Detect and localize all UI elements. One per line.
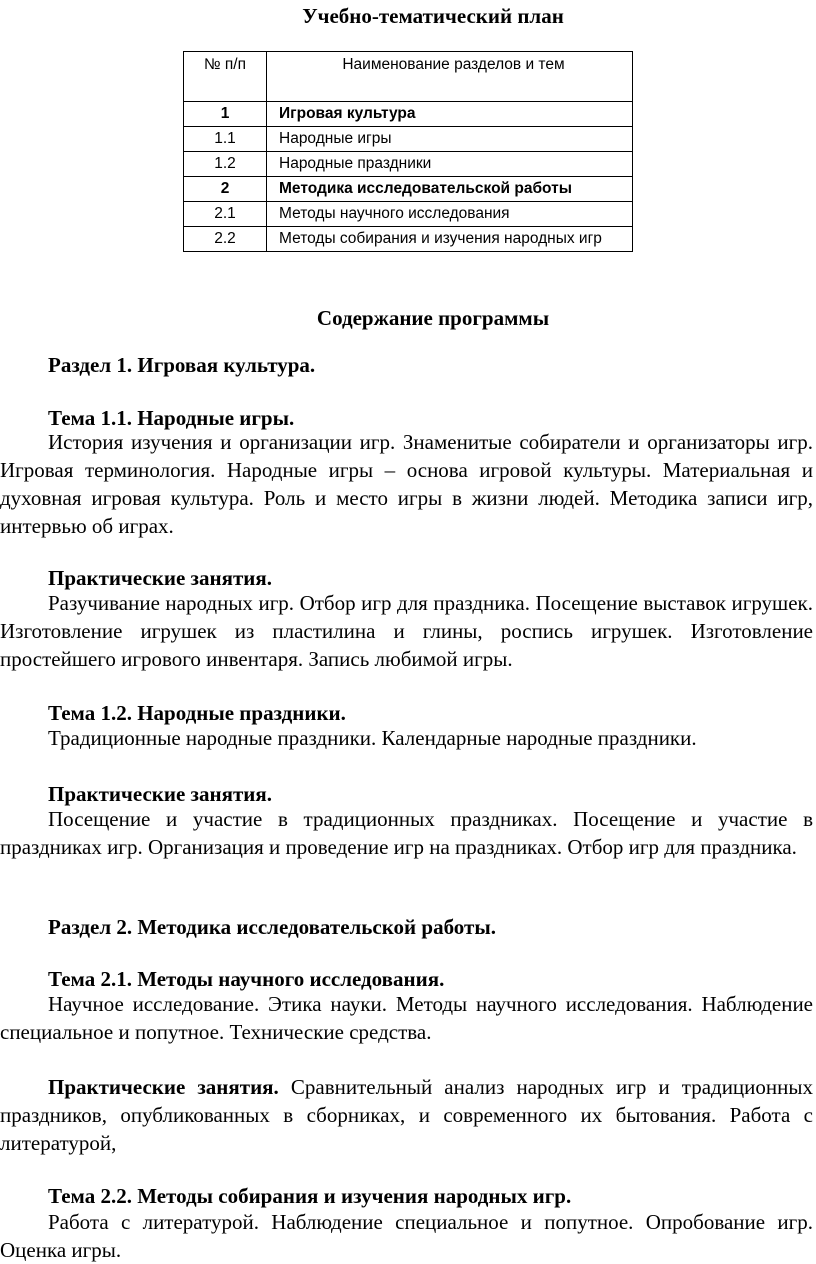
content-title: Содержание программы <box>316 306 550 330</box>
row-name: Народные праздники <box>267 152 633 177</box>
row-number: 1.2 <box>184 152 267 177</box>
topic-1-1-heading: Тема 1.1. Народные игры. <box>48 406 295 430</box>
row-name: Методы собирания и изучения народных игр <box>267 227 633 252</box>
table-row <box>184 202 633 227</box>
table-header-row <box>184 52 633 102</box>
row-number: 2 <box>184 177 267 202</box>
section-2-heading: Раздел 2. Методика исследовательской работы. <box>48 915 496 939</box>
topic-1-2-text: Традиционные народные праздники. Календарные народные праздники. <box>48 726 697 750</box>
row-number: 1 <box>184 102 267 127</box>
row-number: 2.2 <box>184 227 267 252</box>
table-row <box>184 152 633 177</box>
topic-1-2-practice-heading: Практические занятия. <box>48 782 272 806</box>
table-row <box>184 127 633 152</box>
section-1-heading: Раздел 1. Игровая культура. <box>48 353 316 377</box>
header-name: Наименование разделов и тем <box>267 52 633 102</box>
topic-1-1-text: История изучения и организации игр. Знаменитые собиратели и организаторы игр. Игровая терминология. Народные игры – основа игровой культуры. Материальная и духовная игровая культура. Роль и место игры в жизни людей. Методика записи игр, интервью об играх. <box>0 430 813 538</box>
topic-2-2-text: Работа с литературой. Наблюдение специальное и попутное. Опробование игр. Оценка игры. <box>0 1210 813 1262</box>
row-number: 2.1 <box>184 202 267 227</box>
page-title: Учебно-тематический план <box>302 4 564 28</box>
topic-2-1-text: Научное исследование. Этика науки. Методы научного исследования. Наблюдение специальное и попутное. Технические средства. <box>0 992 813 1044</box>
row-number: 1.1 <box>184 127 267 152</box>
topic-1-2-practice-text: Посещение и участие в традиционных праздниках. Посещение и участие в праздниках игр. Организация и проведение игр на праздниках. Отбор игр для праздника. <box>0 807 813 859</box>
header-number: № п/п <box>184 52 267 102</box>
topic-2-1-practice-heading: Практические занятия. <box>48 1075 279 1099</box>
row-name: Методы научного исследования <box>267 202 633 227</box>
topic-2-1-practice-text: Сравнительный анализ народных игр и традиционных праздников, опубликованных в сборниках, и современного их бытования. Работа с литературой, <box>0 1075 813 1155</box>
row-name: Народные игры <box>267 127 633 152</box>
row-name: Методика исследовательской работы <box>267 177 633 202</box>
table-row <box>184 227 633 252</box>
topic-1-1-practice-text: Разучивание народных игр. Отбор игр для праздника. Посещение выставок игрушек. Изготовление игрушек из пластилина и глины, роспись игрушек. Изготовление простейшего игрового инвентаря. Запись любимой игры. <box>0 591 813 671</box>
table-row <box>184 102 633 127</box>
topic-1-1-practice-heading: Практические занятия. <box>48 566 272 590</box>
topic-2-2-heading: Тема 2.2. Методы собирания и изучения народных игр. <box>48 1184 572 1208</box>
row-name: Игровая культура <box>267 102 633 127</box>
topic-2-1-heading: Тема 2.1. Методы научного исследования. <box>48 967 445 991</box>
thematic-plan-table <box>183 51 633 252</box>
topic-2-1-practice <box>0 1073 813 1157</box>
table-row <box>184 177 633 202</box>
topic-1-2-heading: Тема 1.2. Народные праздники. <box>48 701 346 725</box>
